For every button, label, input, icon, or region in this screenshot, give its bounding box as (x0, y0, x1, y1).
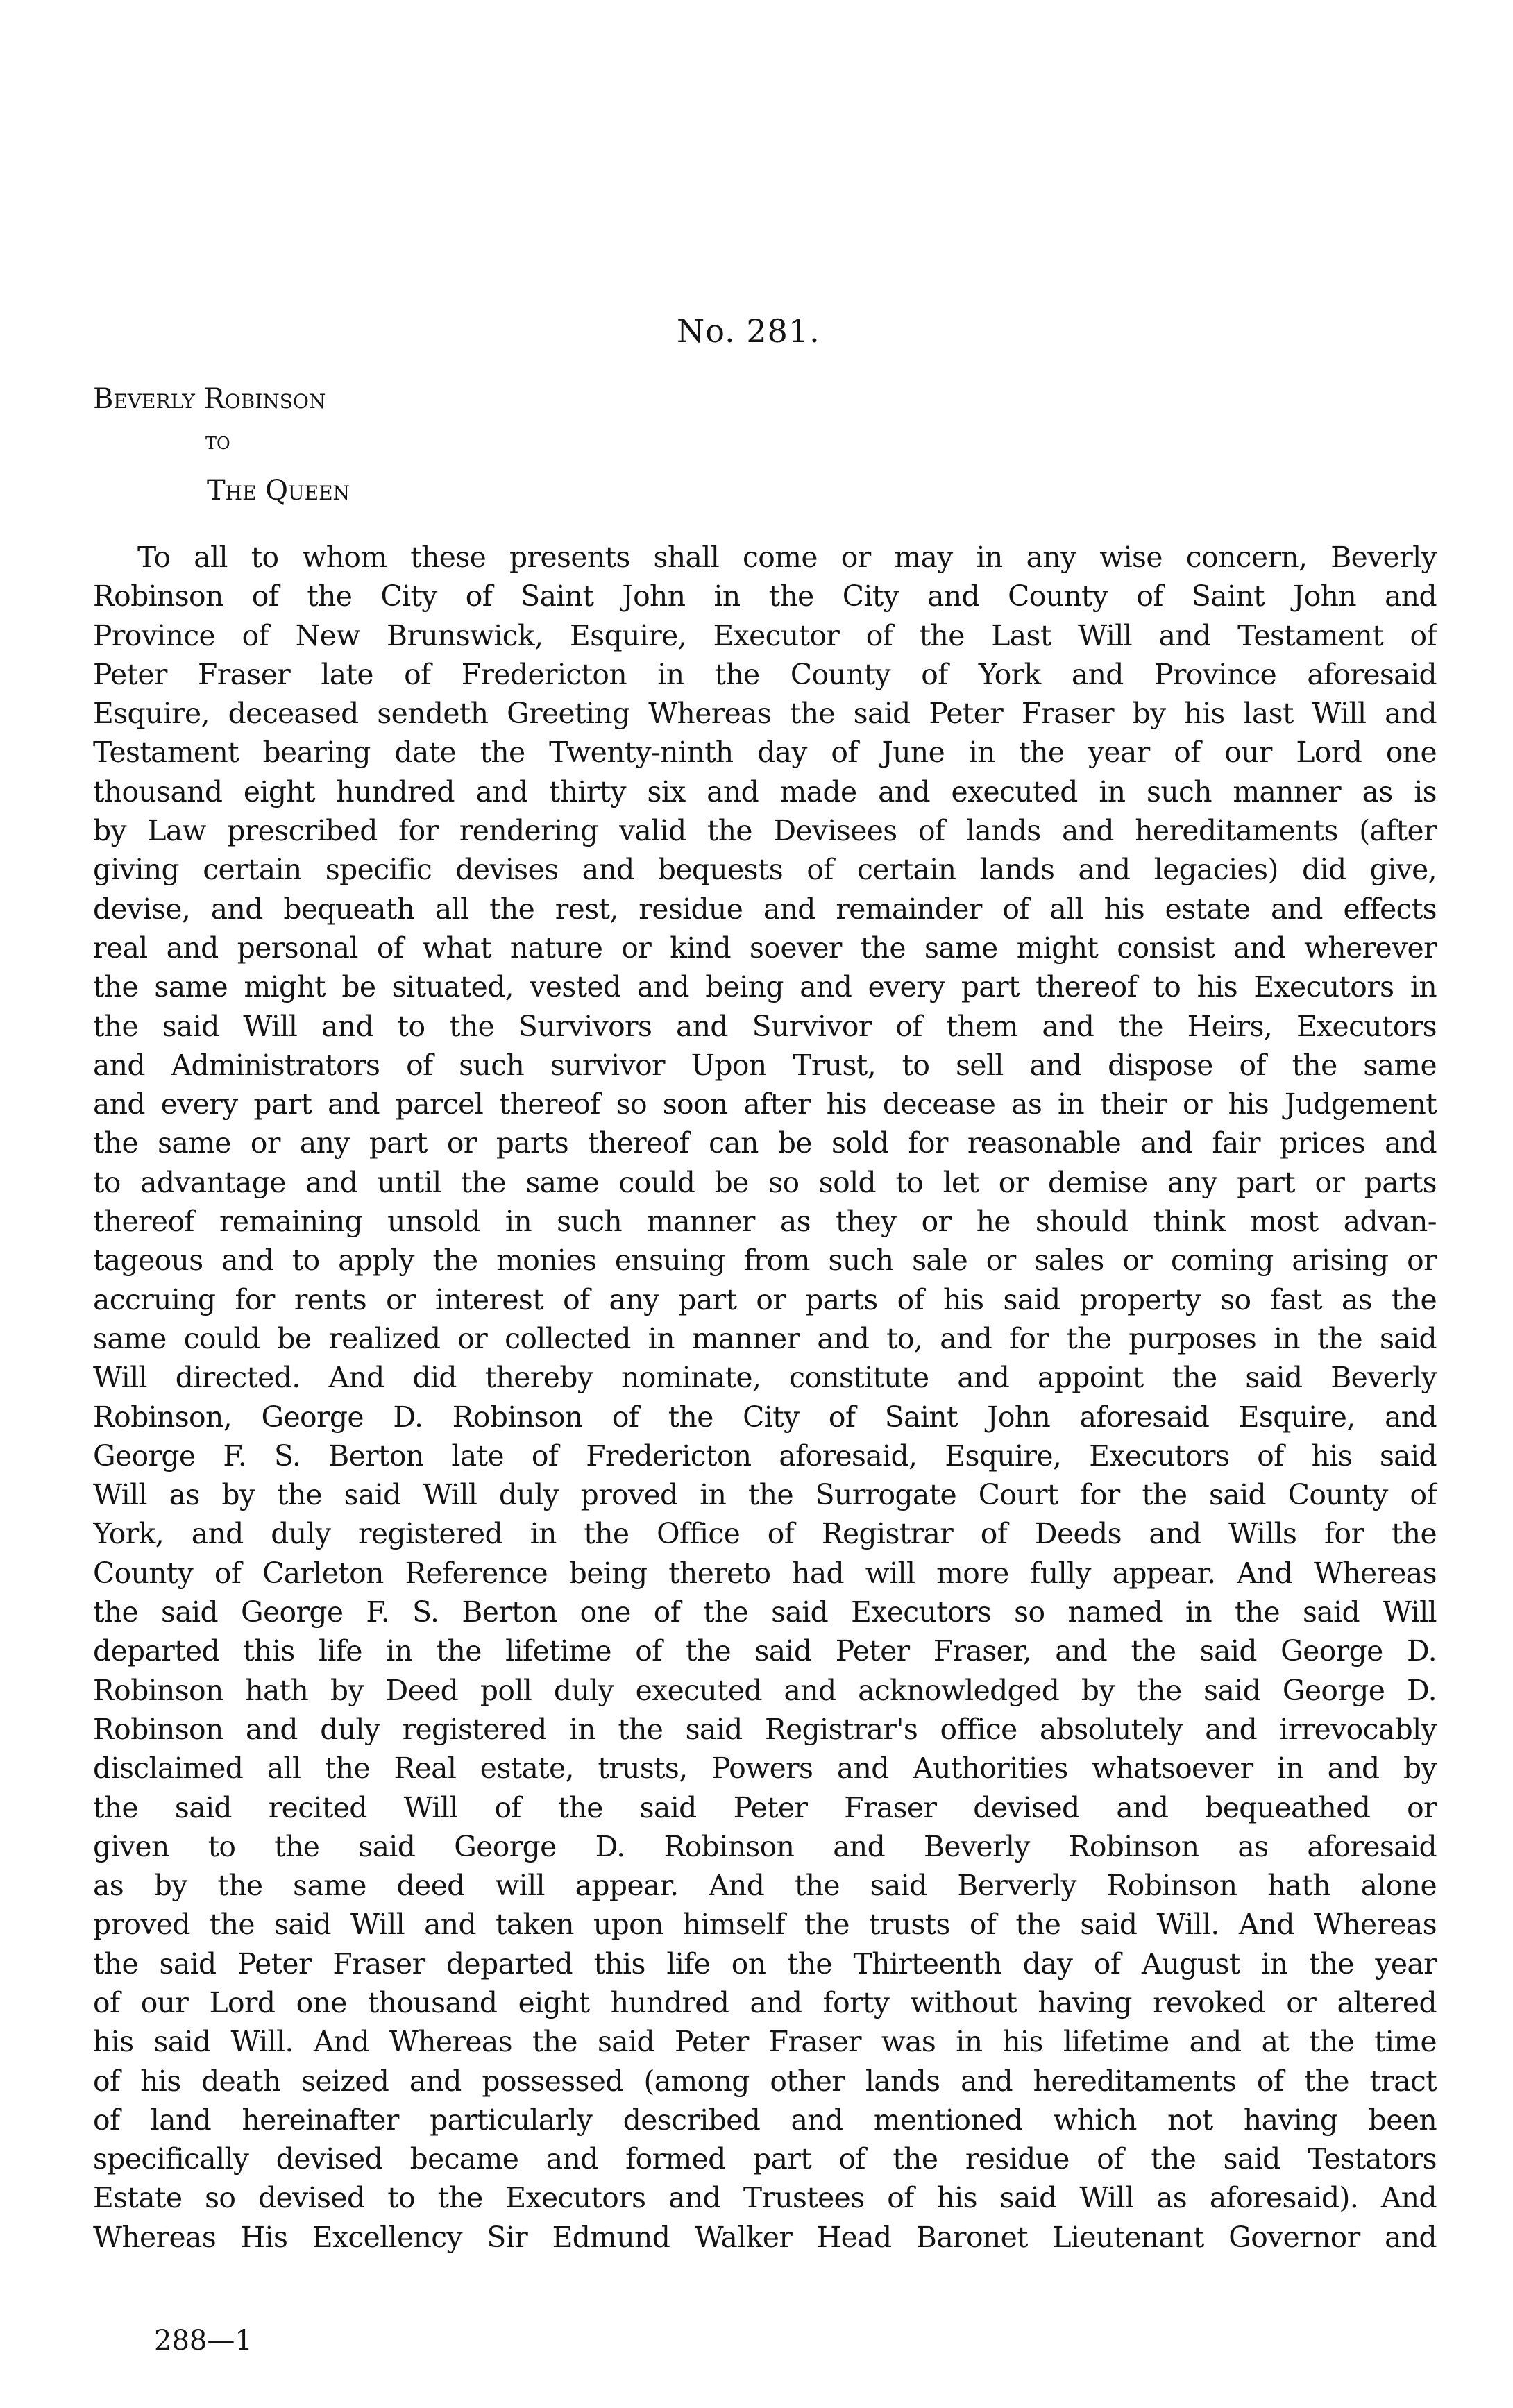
body-line: of land hereinafter particularly described and mentioned which not having been (93, 2103, 1437, 2137)
document-number: No. 281. (677, 312, 820, 350)
body-line: the same might be situated, vested and being and every part thereof to his Executors in (93, 970, 1437, 1004)
body-line: the said Peter Fraser departed this life on the Thirteenth day of August in the year (93, 1947, 1437, 1981)
body-line: the said Will and to the Survivors and Survivor of them and the Heirs, Executors (93, 1009, 1437, 1043)
body-line: disclaimed all the Real estate, trusts, Powers and Authorities whatsoever in and by (93, 1752, 1437, 1786)
body-line: Estate so devised to the Executors and Trustees of his said Will as aforesaid). And (93, 2181, 1437, 2215)
body-line: as by the same deed will appear. And the said Berverly Robinson hath alone (93, 1869, 1437, 1903)
body-line: same could be realized or collected in manner and to, and for the purposes in the said (93, 1321, 1437, 1355)
body-line: the said recited Will of the said Peter Fraser devised and bequeathed or (93, 1790, 1437, 1824)
body-line: Robinson of the City of Saint John in the City and County of Saint John and (93, 579, 1437, 613)
body-line: Whereas His Excellency Sir Edmund Walker Head Baronet Lieutenant Governor and (93, 2220, 1437, 2254)
body-line: the same or any part or parts thereof can be sold for reasonable and fair prices and (93, 1126, 1437, 1160)
body-line: real and personal of what nature or kind soever the same might consist and wherever (93, 931, 1437, 965)
grantee-name: The Queen (207, 475, 350, 507)
body-line: devise, and bequeath all the rest, residue and remainder of all his estate and effects (93, 892, 1437, 926)
body-line: Peter Fraser late of Fredericton in the County of York and Province aforesaid (93, 657, 1437, 691)
body-line: of his death seized and possessed (among other lands and hereditaments of the tract (93, 2064, 1437, 2098)
body-line: departed this life in the lifetime of the said Peter Fraser, and the said George D. (93, 1634, 1437, 1668)
body-line: Robinson, George D. Robinson of the City of Saint John aforesaid Esquire, and (93, 1400, 1437, 1434)
body-line: thereof remaining unsold in such manner as they or he should think most advan- (93, 1205, 1437, 1239)
body-line: Province of New Brunswick, Esquire, Executor of the Last Will and Testament of (93, 618, 1437, 652)
body-line: proved the said Will and taken upon himself the trusts of the said Will. And Whereas (93, 1908, 1437, 1942)
body-line: accruing for rents or interest of any part or parts of his said property so fast as the (93, 1282, 1437, 1316)
body-line: specifically devised became and formed part of the residue of the said Testators (93, 2142, 1437, 2176)
body-line: and every part and parcel thereof so soon after his decease as in their or his Judgement (93, 1087, 1437, 1121)
body-line: and Administrators of such survivor Upon Trust, to sell and dispose of the same (93, 1048, 1437, 1082)
body-line: Testament bearing date the Twenty-ninth day of June in the year of our Lord one (93, 736, 1437, 770)
body-line: given to the said George D. Robinson and Beverly Robinson as aforesaid (93, 1829, 1437, 1863)
body-line: Robinson and duly registered in the said Registrar's office absolutely and irrevocably (93, 1712, 1437, 1746)
body-line: his said Will. And Whereas the said Peter Fraser was in his lifetime and at the time (93, 2025, 1437, 2059)
parties-connector: to (205, 427, 230, 455)
body-line: thousand eight hundred and thirty six and made and executed in such manner as is (93, 774, 1437, 808)
body-line: the said George F. S. Berton one of the said Executors so named in the said Will (93, 1595, 1437, 1629)
body-line: Will directed. And did thereby nominate, constitute and appoint the said Beverly (93, 1361, 1437, 1395)
body-line: by Law prescribed for rendering valid the Devisees of lands and hereditaments (after (93, 814, 1437, 848)
body-line: George F. S. Berton late of Fredericton aforesaid, Esquire, Executors of his said (93, 1439, 1437, 1473)
body-line: to advantage and until the same could be so sold to let or demise any part or parts (93, 1165, 1437, 1199)
body-line: giving certain specific devises and bequests of certain lands and legacies) did give, (93, 853, 1437, 887)
body-line: Robinson hath by Deed poll duly executed and acknowledged by the said George D. (93, 1673, 1437, 1707)
body-line: of our Lord one thousand eight hundred and forty without having revoked or altered (93, 1985, 1437, 2019)
body-line: York, and duly registered in the Office of Registrar of Deeds and Wills for the (93, 1517, 1437, 1551)
body-line: To all to whom these presents shall come or may in any wise concern, Beverly (137, 541, 1437, 574)
body-line: Will as by the said Will duly proved in the Surrogate Court for the said County of (93, 1478, 1437, 1512)
body-line: tageous and to apply the monies ensuing from such sale or sales or coming arising or (93, 1244, 1437, 1278)
deed-body-text (93, 538, 1437, 2257)
page-signature: 288—1 (154, 2325, 253, 2357)
body-line: County of Carleton Reference being thereto had will more fully appear. And Whereas (93, 1556, 1437, 1590)
body-line: Esquire, deceased sendeth Greeting Whereas the said Peter Fraser by his last Will and (93, 697, 1437, 731)
grantor-name: Beverly Robinson (93, 383, 326, 415)
